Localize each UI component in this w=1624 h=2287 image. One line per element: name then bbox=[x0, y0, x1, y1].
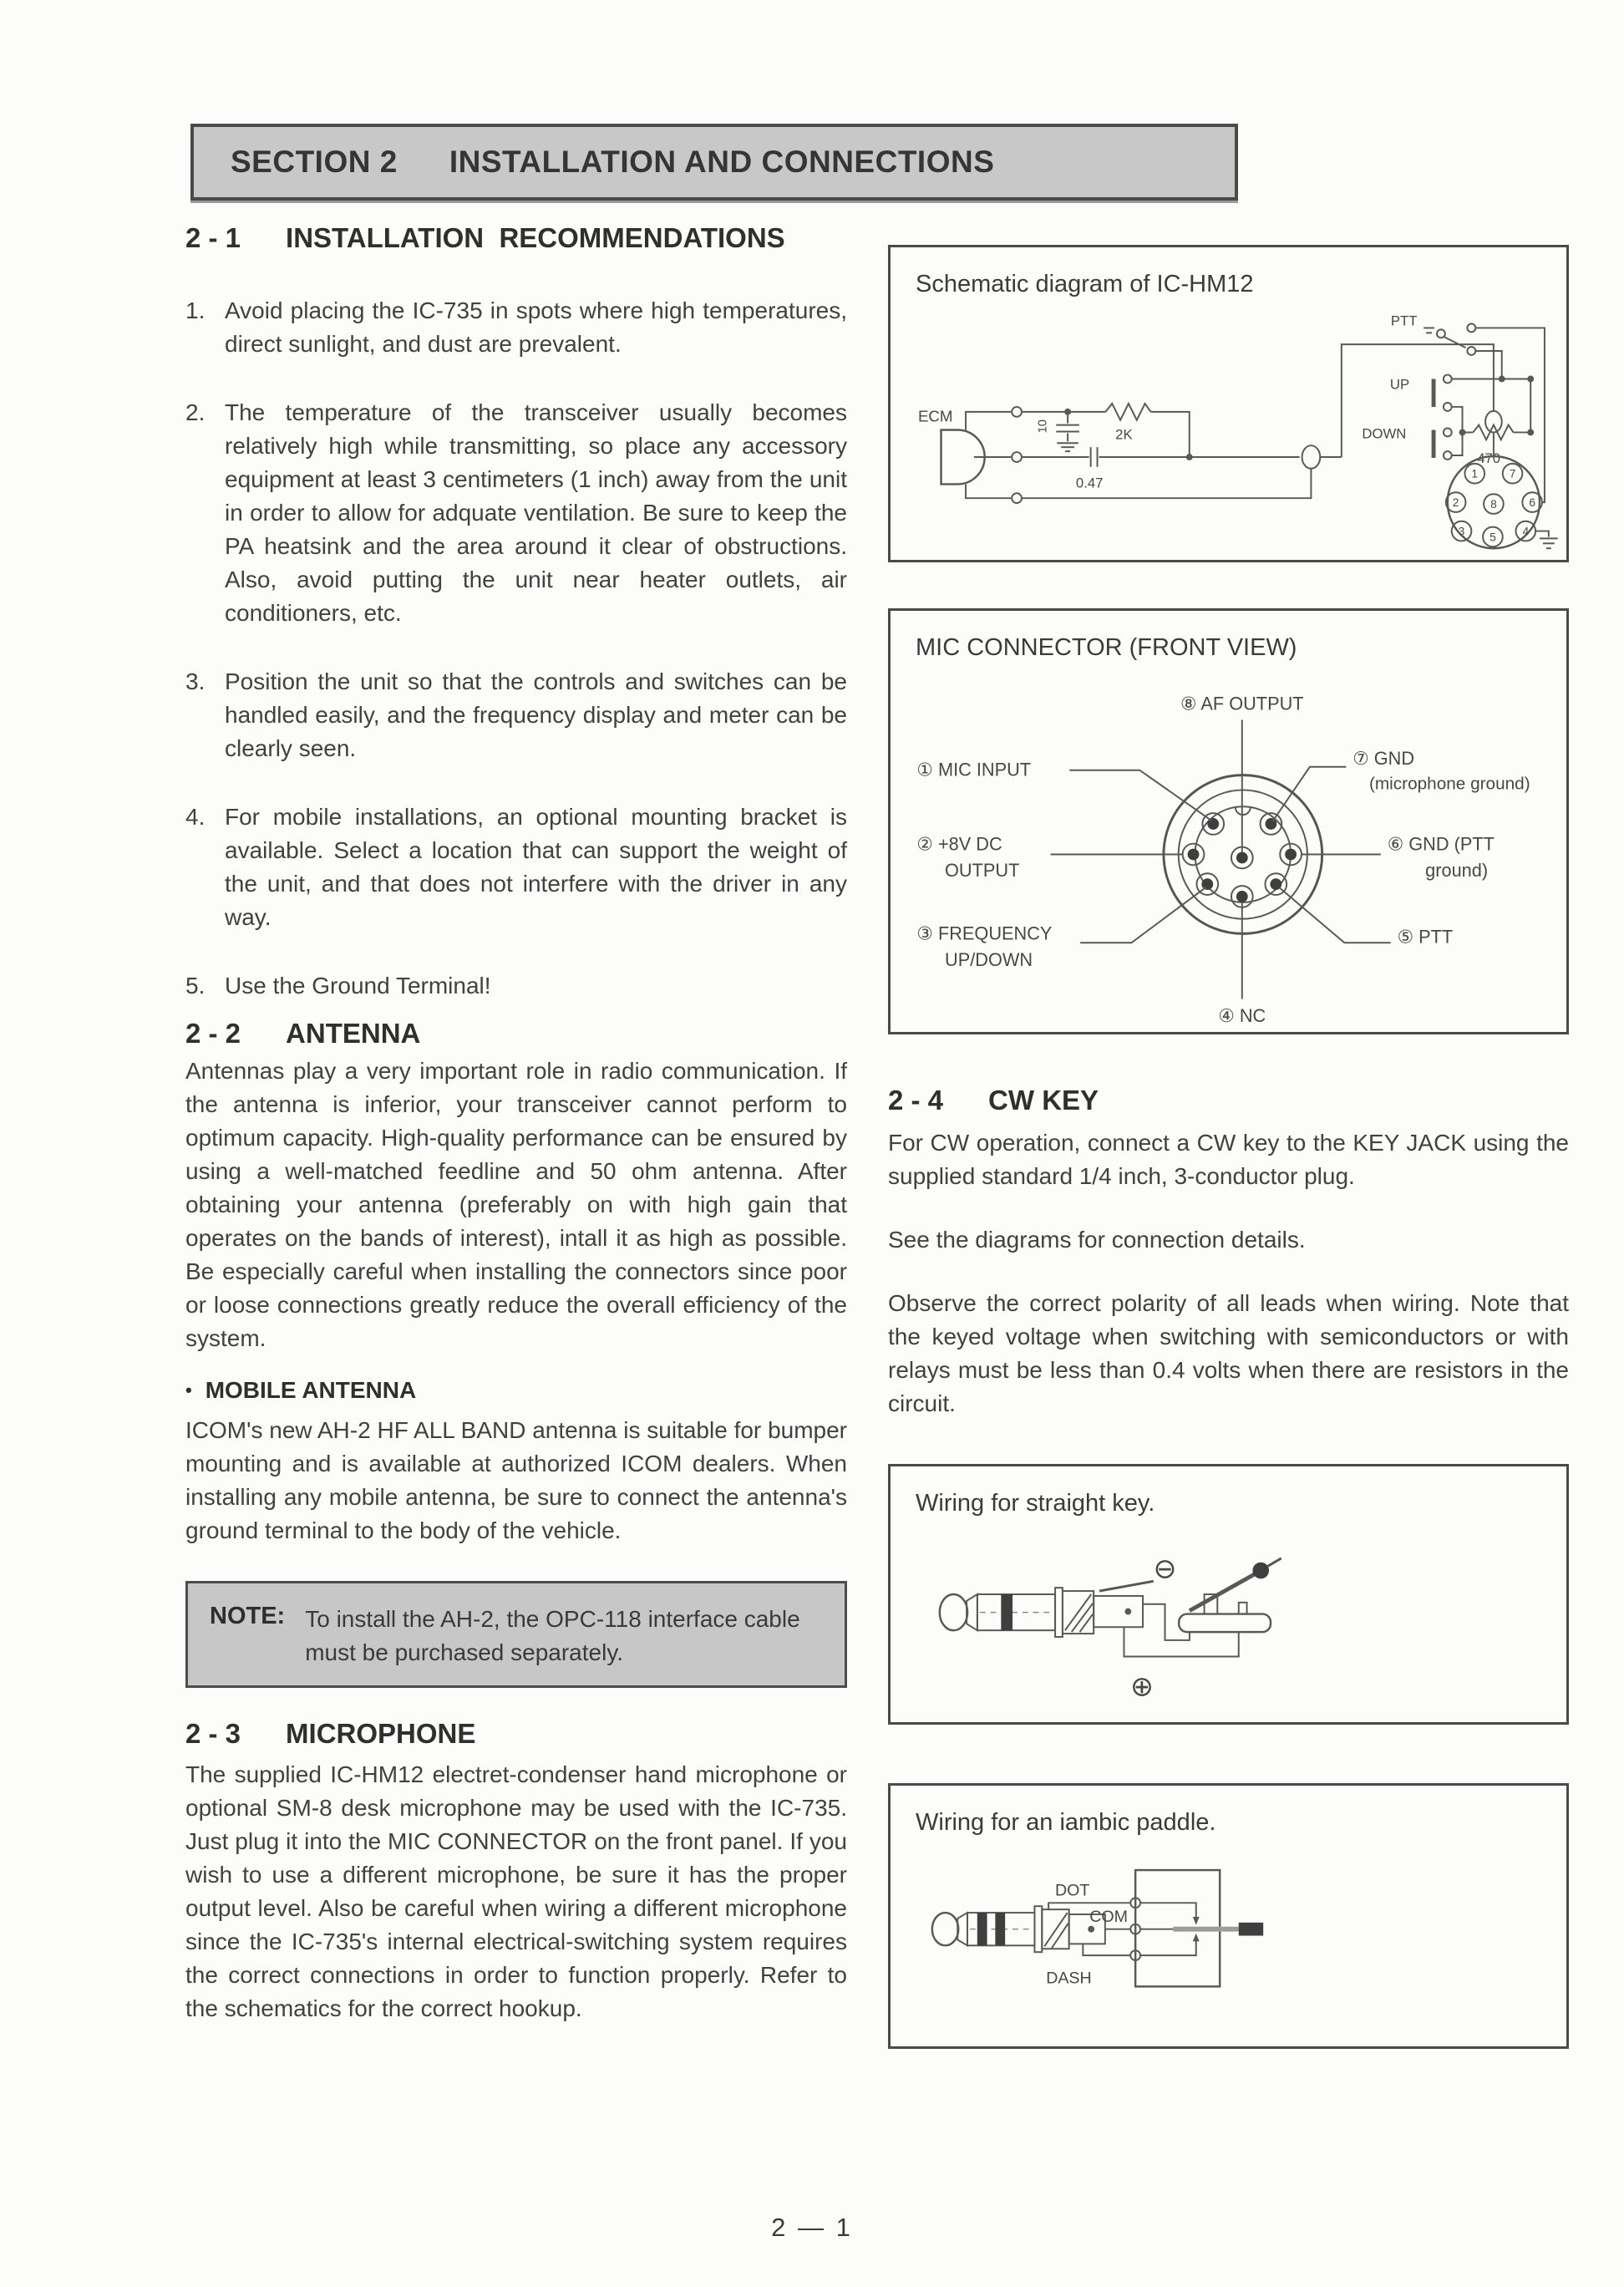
pin-4: 5 bbox=[1490, 531, 1496, 544]
cw-key-paragraph-2: See the diagrams for connection details. bbox=[888, 1227, 1306, 1253]
mic-connector-drawing bbox=[891, 611, 1566, 1032]
list-item-text: Avoid placing the IC-735 in spots where high temperatures, direct sunlight, and dust are prevalent. bbox=[225, 297, 847, 357]
section-header-bar bbox=[190, 124, 1238, 201]
list-item-text: The temperature of the transceiver usually becomes relatively high while transmitting, so place any accessory equipment at least 3 centimeters (1 inch) away from the unit in order to allow for adquate ventilation. Be sure to keep the PA heatsink and the area around it clear of obstructions. Also, avoid putting the unit near heater outlets, air conditioners, etc. bbox=[225, 399, 847, 626]
list-item-number: 4. bbox=[185, 804, 206, 830]
pin-6: 6 bbox=[1529, 496, 1535, 510]
mobile-antenna-paragraph: ICOM's new AH-2 HF ALL BAND antenna is suitable for bumper mounting and is available at authorized ICOM dealers. When installing any mobile antenna, be sure to connect the antenna's ground terminal to the body of the vehicle. bbox=[185, 1417, 847, 1543]
capacitor-10-label: 10 bbox=[1036, 419, 1050, 434]
ptt-label: PTT bbox=[1390, 313, 1418, 329]
af-output-label: ⑧ AF OUTPUT bbox=[1180, 693, 1304, 714]
installation-recommendations-list bbox=[185, 294, 847, 1003]
microphone-paragraph: The supplied IC-HM12 electret-condenser hand microphone or optional SM-8 desk microphone may be used with the IC-735. Just plug it into the MIC CONNECTOR on the front panel. If you wish to use a different microphone, be sure it has the proper output level. Also be careful when wiring a different microphone since the IC-735's internal electrical-switching system requires the correct connections in order to function properly. Refer to the schematics for the correct hookup. bbox=[185, 1761, 847, 2021]
list-item bbox=[185, 969, 847, 1003]
heading-2-3-number: 2 - 3 bbox=[185, 1718, 241, 1749]
list-item bbox=[185, 665, 847, 765]
rc-network bbox=[1022, 344, 1494, 498]
heading-2-3 bbox=[185, 1718, 475, 1750]
list-item-text: Use the Ground Terminal! bbox=[225, 973, 491, 999]
cw-key-paragraph-1: For CW operation, connect a CW key to the KEY JACK using the supplied standard 1/4 inch, 3-conductor plug. bbox=[888, 1130, 1569, 1189]
gnd-ptt-label: ⑥ GND (PTT bbox=[1387, 833, 1495, 855]
schematic-diagram-box bbox=[888, 245, 1569, 562]
antenna-paragraph: Antennas play a very important role in radio communication. If the antenna is inferior, your transceiver cannot perform to optimum capacity. High-quality performance can be ensured by using a well-matched feedline and 50 ohm antenna. After obtaining your antenna (preferably on with high gain that operates on the bands of interest), intall it as high as possible. Be especially careful when installing the connectors since poor or loose connections greatly reduce the overall efficiency of the system. bbox=[185, 1058, 847, 1351]
heading-2-4-number: 2 - 4 bbox=[888, 1085, 944, 1116]
list-item-number: 1. bbox=[185, 297, 206, 323]
dc-output-label: ② +8V DC bbox=[916, 833, 1002, 855]
up-switch-symbol bbox=[1390, 375, 1530, 433]
dash-label: DASH bbox=[1046, 1969, 1092, 1988]
heading-2-1 bbox=[185, 222, 785, 254]
straight-key-wiring-box bbox=[888, 1464, 1569, 1725]
down-switch-symbol bbox=[1362, 376, 1534, 466]
frequency-sublabel: UP/DOWN bbox=[945, 948, 1033, 970]
down-label: DOWN bbox=[1362, 425, 1407, 442]
section-number: SECTION 2 bbox=[231, 145, 398, 179]
heading-2-4-title: CW KEY bbox=[988, 1085, 1099, 1116]
pin-7: 7 bbox=[1509, 467, 1516, 480]
note-text: To install the AH-2, the OPC-118 interface cable must be purchased separately. bbox=[305, 1606, 800, 1665]
bullet-icon: • bbox=[185, 1380, 192, 1400]
paddle-unit bbox=[1130, 1870, 1263, 1986]
ecm-label: ECM bbox=[917, 407, 953, 425]
iambic-paddle-wiring-box bbox=[888, 1783, 1569, 2049]
gnd-mic-label: ⑦ GND bbox=[1352, 747, 1415, 769]
iambic-box-title: Wiring for an iambic paddle. bbox=[916, 1809, 1216, 1836]
list-item bbox=[185, 294, 847, 361]
capacitor-047-label: 0.47 bbox=[1075, 475, 1104, 491]
mic-input-label: ① MIC INPUT bbox=[916, 759, 1032, 780]
pin-5: 4 bbox=[1522, 525, 1530, 538]
pin-1: 1 bbox=[1471, 467, 1479, 480]
mobile-antenna-heading-text: MOBILE ANTENNA bbox=[205, 1377, 417, 1403]
note-box bbox=[185, 1581, 847, 1688]
nc-label: ④ NC bbox=[1218, 1005, 1266, 1027]
list-item bbox=[185, 396, 847, 630]
heading-2-3-title: MICROPHONE bbox=[286, 1718, 476, 1749]
com-label: COM bbox=[1089, 1907, 1128, 1926]
heading-2-1-title: INSTALLATION RECOMMENDATIONS bbox=[286, 222, 785, 253]
list-item-number: 5. bbox=[185, 973, 206, 999]
heading-2-2 bbox=[185, 1018, 420, 1049]
mobile-antenna-heading bbox=[185, 1377, 416, 1404]
plus-polarity-icon: ⊕ bbox=[1130, 1671, 1154, 1703]
ecm-microphone-symbol bbox=[918, 407, 1022, 503]
mic-connector-box-title: MIC CONNECTOR (FRONT VIEW) bbox=[916, 634, 1297, 661]
dc-output-sublabel: OUTPUT bbox=[945, 860, 1020, 882]
paddle-wiring bbox=[1046, 1881, 1130, 1987]
quarter-inch-plug bbox=[940, 1581, 1154, 1637]
up-label: UP bbox=[1389, 376, 1410, 393]
gnd-ptt-sublabel: ground) bbox=[1425, 860, 1489, 882]
straight-key-box-title: Wiring for straight key. bbox=[916, 1490, 1155, 1517]
list-item-text: For mobile installations, an optional mounting bracket is available. Select a location that can support the weight of the unit, and that does not interfere with the driver in any way. bbox=[225, 804, 847, 930]
section-title: INSTALLATION AND CONNECTIONS bbox=[449, 145, 995, 179]
mic-connector-box bbox=[888, 608, 1569, 1034]
straight-key bbox=[1179, 1558, 1281, 1632]
heading-2-1-number: 2 - 1 bbox=[185, 222, 241, 253]
list-item-number: 2. bbox=[185, 399, 206, 425]
pin-3: 3 bbox=[1458, 525, 1465, 538]
note-label: NOTE: bbox=[210, 1603, 286, 1629]
minus-polarity-icon: ⊖ bbox=[1153, 1553, 1177, 1585]
cw-key-paragraph-3: Observe the correct polarity of all leads when wiring. Note that the keyed voltage when switching with semiconductors or with relays must be less than 0.4 volts when there are resistors in the circuit. bbox=[888, 1290, 1569, 1416]
pin-2: 2 bbox=[1452, 496, 1459, 510]
dot-label: DOT bbox=[1054, 1881, 1090, 1900]
resistor-2k-label: 2K bbox=[1115, 426, 1133, 443]
stereo-plug bbox=[932, 1906, 1105, 1952]
heading-2-2-title: ANTENNA bbox=[286, 1018, 421, 1049]
schematic-box-title: Schematic diagram of IC-HM12 bbox=[916, 271, 1254, 297]
resistor-470-label: 470 bbox=[1477, 450, 1501, 466]
pin-leader-lines bbox=[1051, 719, 1391, 999]
pin-labels bbox=[916, 694, 1530, 1027]
ptt-pin-label: ⑤ PTT bbox=[1397, 926, 1454, 948]
list-item-number: 3. bbox=[185, 668, 206, 694]
list-item-text: Position the unit so that the controls and switches can be handled easily, and the frequency display and meter can be clearly seen. bbox=[225, 668, 847, 761]
list-item bbox=[185, 800, 847, 934]
page-number: 2 — 1 bbox=[771, 2213, 853, 2242]
heading-2-2-number: 2 - 2 bbox=[185, 1018, 241, 1049]
frequency-label: ③ FREQUENCY bbox=[916, 922, 1053, 944]
heading-2-4 bbox=[888, 1085, 1099, 1116]
ptt-switch-symbol bbox=[1391, 313, 1545, 503]
pin-8: 8 bbox=[1490, 497, 1497, 511]
gnd-mic-sublabel: (microphone ground) bbox=[1368, 774, 1530, 794]
